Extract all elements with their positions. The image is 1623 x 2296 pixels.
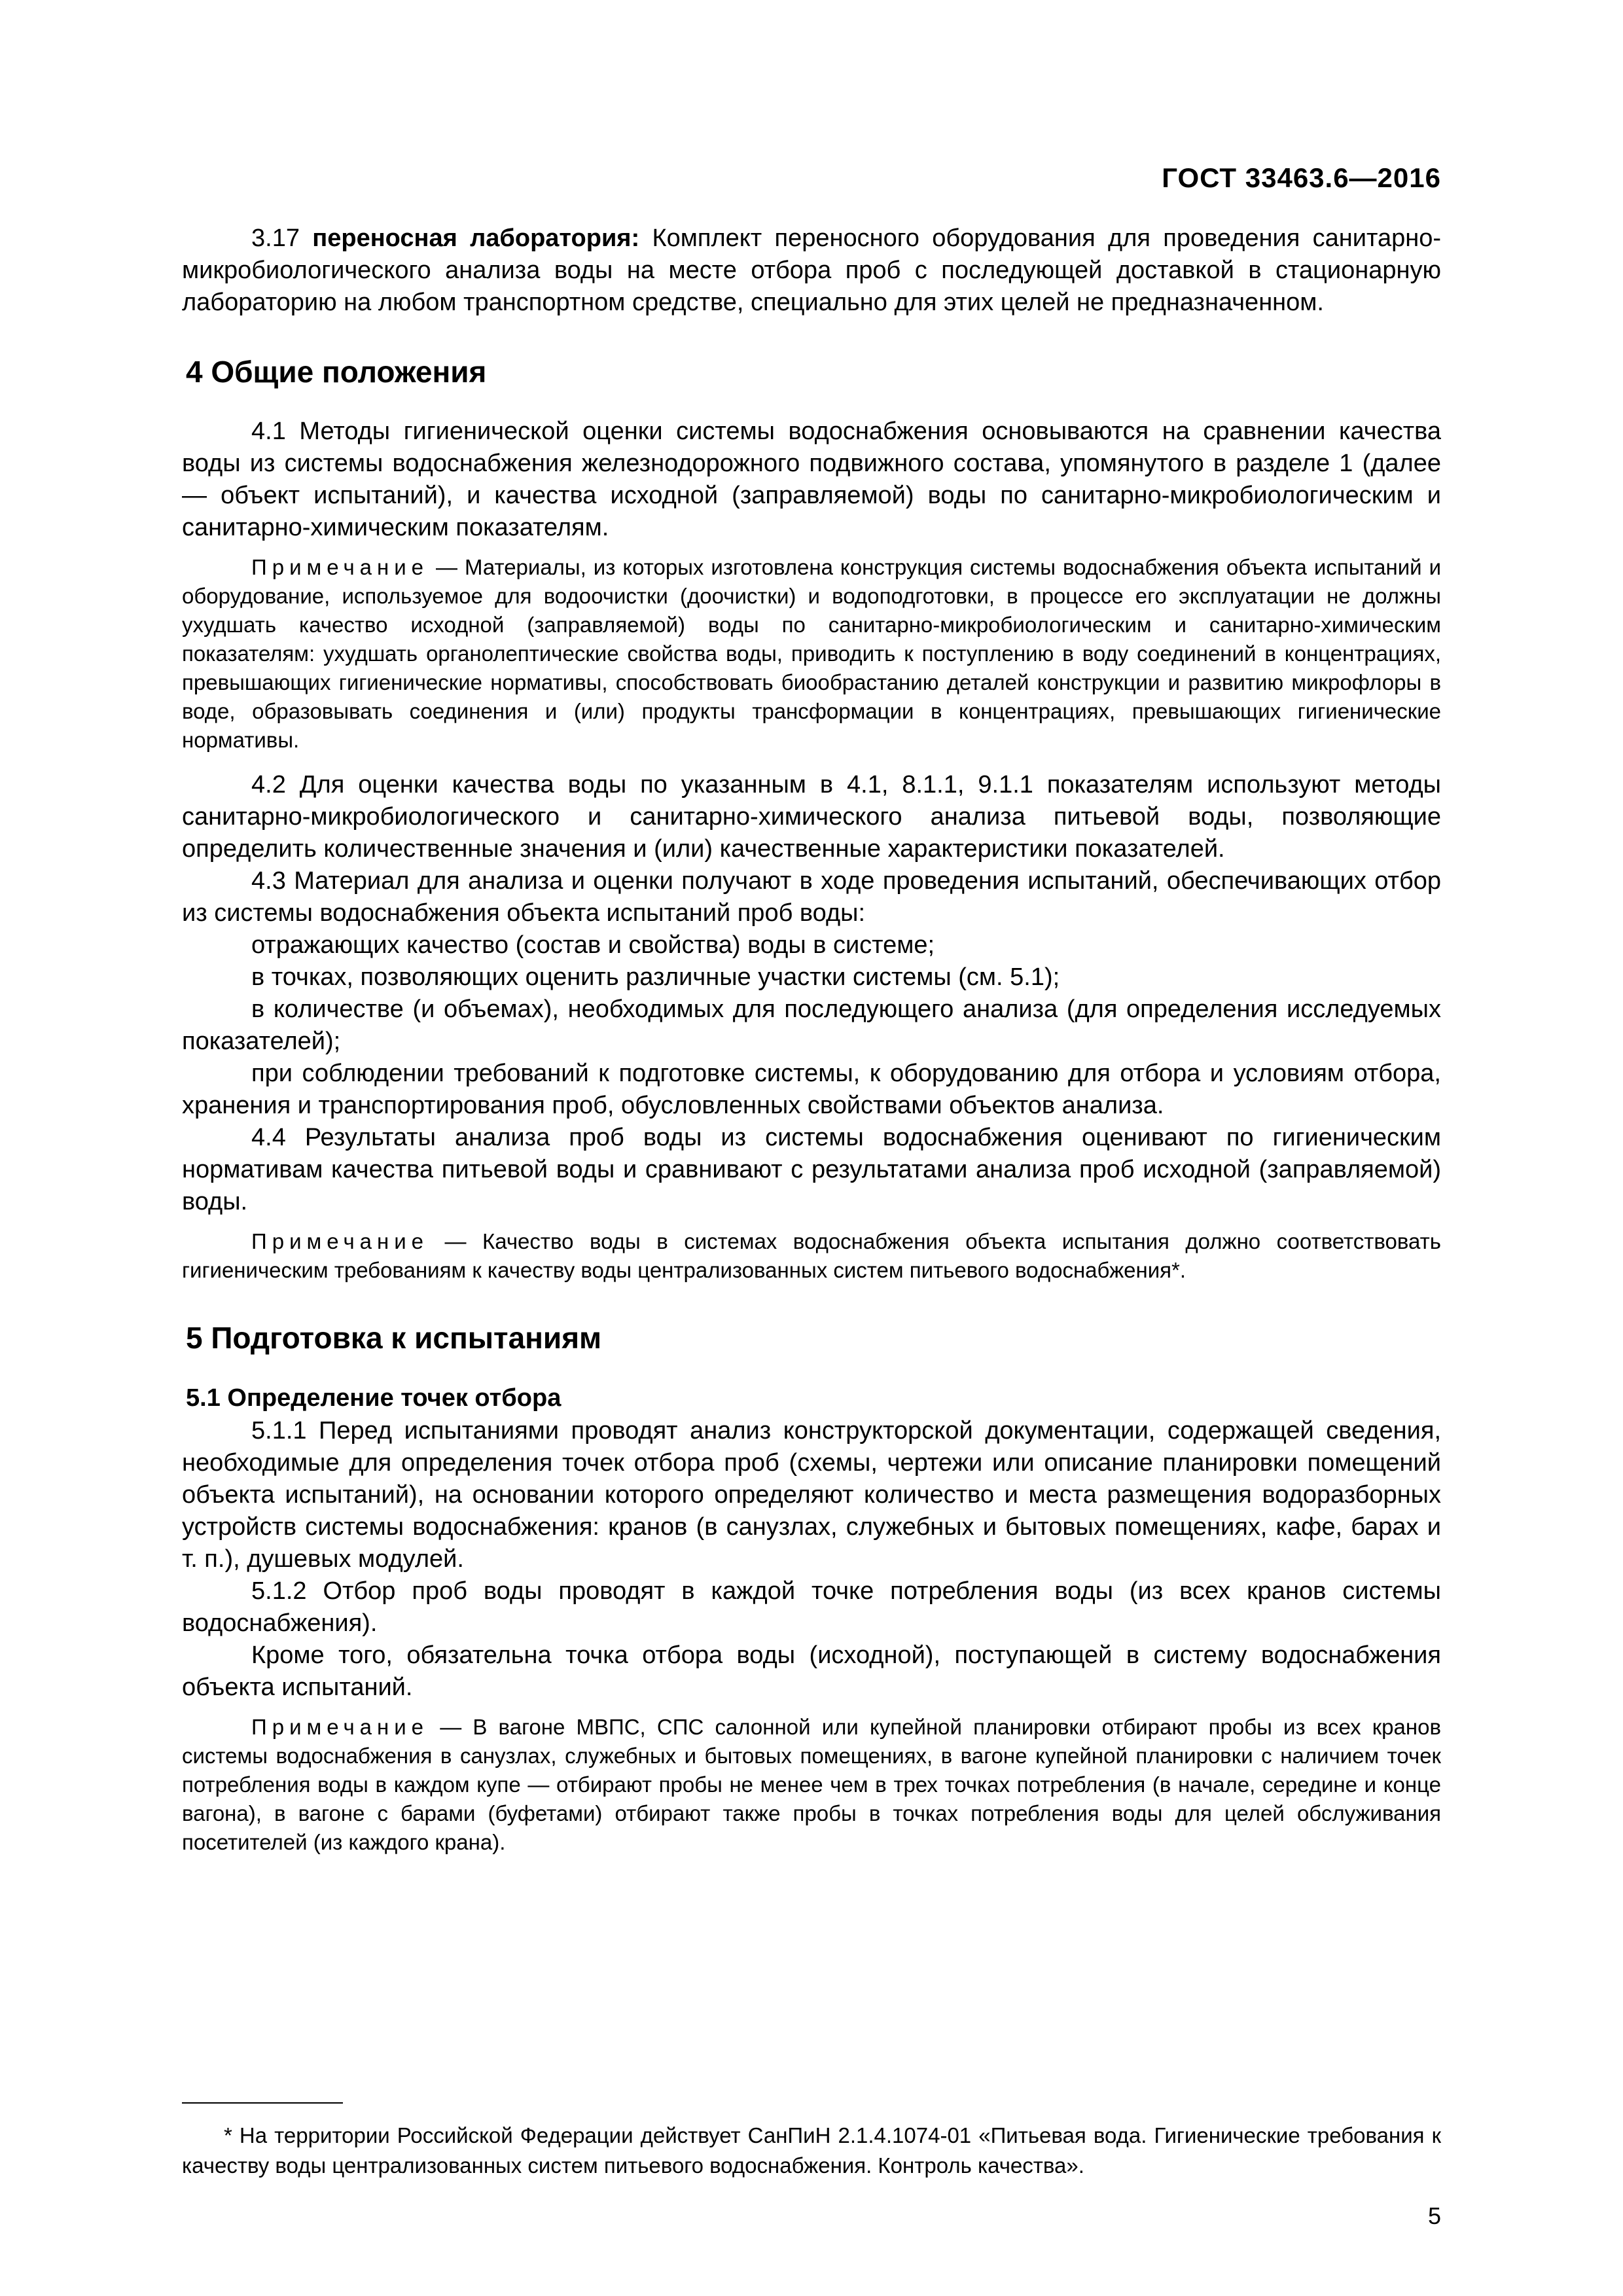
subsection-5-1-heading: 5.1 Определение точек отбора [186,1384,562,1412]
note-4-1 [182,553,1441,755]
clause-number: 3.17 [251,224,313,252]
page-number: 5 [1427,2202,1441,2229]
section-5-heading: 5 Подготовка к испытаниям [186,1321,602,1355]
paragraph-4-2: 4.2 Для оценки качества воды по указанным в 4.1, 8.1.1, 9.1.1 показателям используют методы санитарно-микробиологического и санитарно-химического анализа питьевой воды, позволяющие определить количественные значения и (или) качественные характеристики показателей. [182,771,1441,863]
footnote-separator [182,2102,343,2104]
standard-code-header: ГОСТ 33463.6—2016 [1162,162,1441,193]
footnote: * На территории Российской Федерации действует СанПиН 2.1.4.1074-01 «Питьевая вода. Гигиенические требования к качеству воды централизованных систем питьевого водоснабжения. Контроль качества». [182,2123,1441,2178]
definition-text: Комплект переносного оборудования для проведения санитарно-микробиологического анализа воды на месте отбора проб с последующей доставкой в стационарную лабораторию на любом транспортном средстве, специально для этих целей не предназначенном. [182,224,1441,316]
paragraph-5-1-1: 5.1.1 Перед испытаниями проводят анализ конструкторской документации, содержащей сведения, необходимые для определения точек отбора проб (схемы, чертежи или описание планировки помещений объекта испытаний), на основании которого определяют количество и места размещения водоразборных устройств системы водоснабжения: кранов (в санузлах, служебных и бытовых помещениях, кафе, барах и т. п.), душевых модулей. [182,1417,1441,1573]
note-label: Примечание [251,1715,429,1739]
paragraph-4-1: 4.1 Методы гигиенической оценки системы водоснабжения основываются на сравнении качества воды из системы водоснабжения железнодорожного подвижного состава, упомянутого в разделе 1 (далее — объект испытаний), и качества исходной (заправляемой) воды по санитарно-микробиологическим и санитарно-химическим показателям. [182,418,1441,541]
note-text: — Материалы, из которых изготовлена конструкция системы водоснабжения объекта испытаний и оборудование, используемое для водоочистки (доочистки) и водоподготовки, в процессе его эксплуатации не должны ухудшать качество исходной (заправляемой) воды по санитарно-микробиологическим и санитарно-химическим показателям: ухудшать органолептические свойства воды, приводить к поступлению в воду соединений в концентрациях, превышающих гигиенические нормативы, способствовать биообрастанию деталей конструкции и развитию микрофлоры в воде, образовывать соединения и (или) продукты трансформации в концентрациях, превышающих гигиенические нормативы. [182,555,1441,752]
list-item: в количестве (и объемах), необходимых для последующего анализа (для определения исследуемых показателей); [182,996,1441,1055]
defined-term: переносная лаборатория: [312,224,640,252]
section-4-heading: 4 Общие положения [186,355,487,389]
note-label: Примечание [251,1229,429,1253]
note-text: — В вагоне МВПС, СПС салонной или купейной планировки отбирают пробы из всех кранов системы водоснабжения в санузлах, служебных и бытовых помещениях, в вагоне купейной планировки с наличием точек потребления воды в каждом купе — отбирают пробы не менее чем в трех точках потребления (в начале, середине и конце вагона), в вагоне с барами (буфетами) отбирают также пробы в точках потребления воды для целей обслуживания посетителей (из каждого крана). [182,1715,1441,1854]
paragraph-3-17 [182,223,1441,319]
paragraph-4-3: 4.3 Материал для анализа и оценки получают в ходе проведения испытаний, обеспечивающих отбор из системы водоснабжения объекта испытаний проб воды: [182,867,1441,927]
paragraph-5-1-2-continued: Кроме того, обязательна точка отбора воды (исходной), поступающей в систему водоснабжения объекта испытаний. [182,1641,1441,1701]
note-4-4 [182,1227,1441,1285]
paragraph-5-1-2: 5.1.2 Отбор проб воды проводят в каждой точке потребления воды (из всех кранов системы водоснабжения). [182,1577,1441,1637]
page-content [182,223,1441,1871]
note-text: — Качество воды в системах водоснабжения объекта испытания должно соответствовать гигиеническим требованиям к качеству воды централизованных систем питьевого водоснабжения*. [182,1229,1441,1282]
note-5-1-2 [182,1713,1441,1857]
note-label: Примечание [251,555,429,579]
list-item: отражающих качество (состав и свойства) воды в системе; [251,931,935,959]
list-item: при соблюдении требований к подготовке системы, к оборудованию для отбора и условиям отбора, хранения и транспортирования проб, обусловленных свойствами объектов анализа. [182,1060,1441,1119]
list-item: в точках, позволяющих оценить различные участки системы (см. 5.1); [251,963,1060,991]
paragraph-4-4: 4.4 Результаты анализа проб воды из системы водоснабжения оценивают по гигиеническим нормативам качества питьевой воды и сравнивают с результатами анализа проб исходной (заправляемой) воды. [182,1124,1441,1215]
